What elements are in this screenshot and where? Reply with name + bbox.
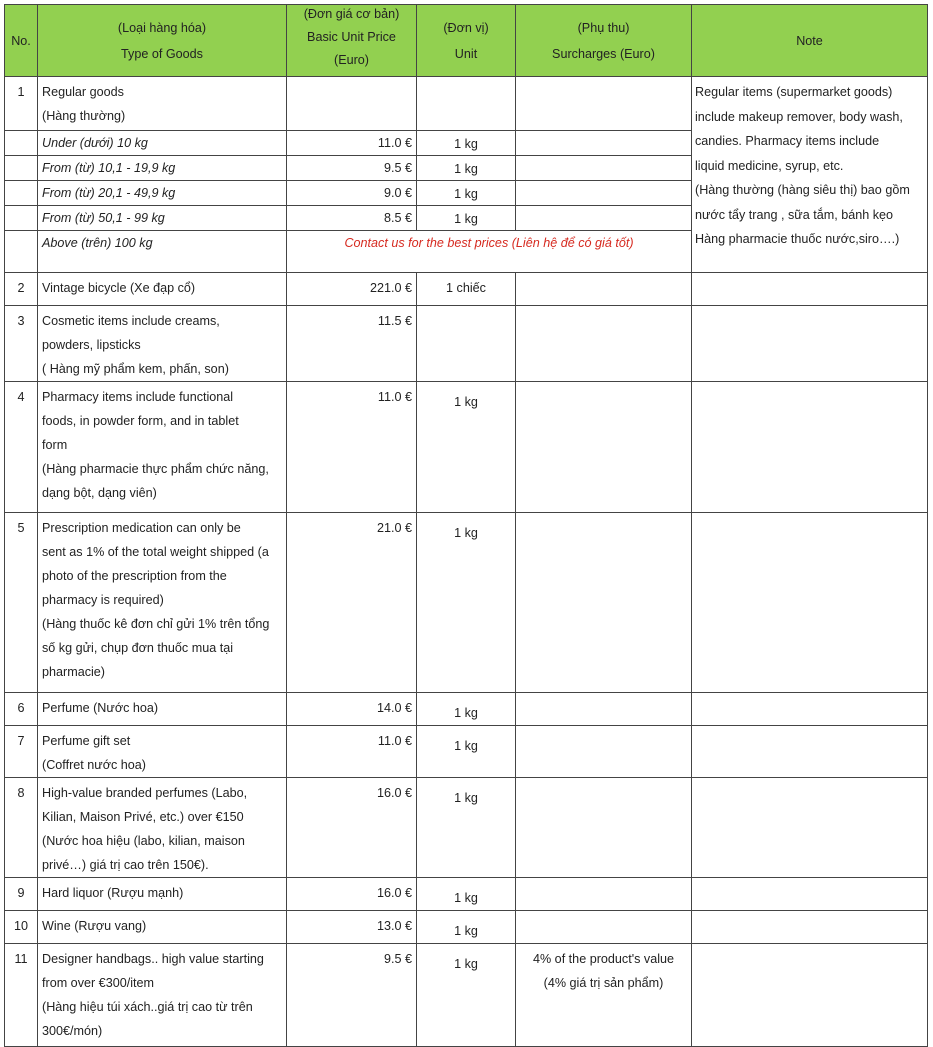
tier-unit: 1 kg <box>417 181 516 206</box>
unit-cell: 1 kg <box>417 513 516 693</box>
note-cell <box>692 944 928 1047</box>
header-row <box>5 5 928 77</box>
surcharge-cell <box>516 726 692 778</box>
header-goods <box>38 5 287 77</box>
tier-range: Under (dưới) 10 kg <box>38 131 287 156</box>
goods-line: Cosmetic items include creams, <box>42 314 220 328</box>
row-number: 6 <box>5 693 38 726</box>
surcharge-cell <box>516 513 692 693</box>
note-line: Regular items (supermarket goods) <box>695 85 893 99</box>
unit-cell: 1 kg <box>417 944 516 1047</box>
note-cell <box>692 382 928 513</box>
header-price-en: Basic Unit Price <box>307 30 396 44</box>
tier-unit: 1 kg <box>417 156 516 181</box>
surcharge-cell <box>516 878 692 911</box>
tier-price: 9.5 € <box>287 156 417 181</box>
goods-line: 300€/món) <box>42 1024 103 1038</box>
goods-line: Perfume (Nước hoa) <box>42 701 159 715</box>
note-line: liquid medicine, syrup, etc. <box>695 158 844 173</box>
unit-cell: 1 kg <box>417 382 516 513</box>
unit-cell <box>417 306 516 382</box>
goods-cell <box>38 382 287 513</box>
row-number: 11 <box>5 944 38 1047</box>
surcharge-cell <box>516 306 692 382</box>
note-cell <box>692 693 928 726</box>
goods-line: powders, lipsticks <box>42 338 141 352</box>
unit-cell: 1 kg <box>417 778 516 878</box>
price-cell: 16.0 € <box>287 778 417 878</box>
note-cell <box>692 778 928 878</box>
header-no: No. <box>5 5 38 77</box>
header-surcharge <box>516 5 692 77</box>
goods-line: from over €300/item <box>42 976 154 990</box>
header-goods-en: Type of Goods <box>121 46 203 61</box>
surcharge-cell <box>516 693 692 726</box>
row-number: 4 <box>5 382 38 513</box>
price-cell <box>287 77 417 131</box>
price-cell: 16.0 € <box>287 878 417 911</box>
header-unit-vi: (Đơn vị) <box>443 20 489 35</box>
goods-line: foods, in powder form, and in tablet <box>42 414 239 428</box>
header-note: Note <box>692 5 928 77</box>
surcharge-line: (4% giá trị sản phẩm) <box>543 976 664 990</box>
row-number: 8 <box>5 778 38 878</box>
header-price <box>287 5 417 77</box>
goods-cell <box>38 77 287 131</box>
unit-cell <box>417 77 516 131</box>
price-cell: 221.0 € <box>287 273 417 306</box>
unit-cell: 1 kg <box>417 911 516 944</box>
goods-cell <box>38 693 287 726</box>
goods-line: Kilian, Maison Privé, etc.) over €150 <box>42 810 244 824</box>
price-cell: 11.0 € <box>287 726 417 778</box>
price-cell: 9.5 € <box>287 944 417 1047</box>
price-cell: 14.0 € <box>287 693 417 726</box>
price-cell: 11.5 € <box>287 306 417 382</box>
tier-range: From (từ) 10,1 - 19,9 kg <box>38 156 287 181</box>
goods-title-vi: (Hàng thường) <box>42 109 126 123</box>
row-number: 3 <box>5 306 38 382</box>
row-number: 2 <box>5 273 38 306</box>
goods-line: số kg gửi, chụp đơn thuốc mua tại <box>42 641 234 655</box>
table-row <box>5 911 928 944</box>
table-row <box>5 726 928 778</box>
note-line: (Hàng thường (hàng siêu thị) bao gồm <box>695 183 910 197</box>
goods-line: (Hàng thuốc kê đơn chỉ gửi 1% trên tổng <box>42 617 270 631</box>
goods-line: sent as 1% of the total weight shipped (a <box>42 545 269 559</box>
surcharge-cell <box>516 778 692 878</box>
note-line: nước tẩy trang , sữa tắm, bánh kẹo <box>695 207 894 222</box>
goods-cell <box>38 513 287 693</box>
table-row <box>5 77 928 131</box>
tier-price: 11.0 € <box>287 131 417 156</box>
table-row <box>5 382 928 513</box>
row-number: 5 <box>5 513 38 693</box>
goods-line: dạng bột, dạng viên) <box>42 486 157 500</box>
price-cell: 11.0 € <box>287 382 417 513</box>
note-cell <box>692 306 928 382</box>
row-number: 7 <box>5 726 38 778</box>
tier-range: From (từ) 20,1 - 49,9 kg <box>38 181 287 206</box>
goods-line: form <box>42 438 68 452</box>
header-goods-vi: (Loại hàng hóa) <box>117 20 207 35</box>
price-table-sheet <box>4 4 927 1038</box>
goods-line: photo of the prescription from the <box>42 569 227 583</box>
table-row <box>5 513 928 693</box>
goods-line: (Hàng hiệu túi xách..giá trị cao từ trên <box>42 1000 253 1014</box>
price-cell: 21.0 € <box>287 513 417 693</box>
note-cell <box>692 911 928 944</box>
row-number: 1 <box>5 77 38 131</box>
header-price-vi: (Đơn giá cơ bản) <box>303 7 400 21</box>
note-cell <box>692 878 928 911</box>
goods-line: Hard liquor (Rượu mạnh) <box>42 886 184 900</box>
surcharge-cell <box>516 382 692 513</box>
note-line: include makeup remover, body wash, <box>695 109 903 124</box>
tier-unit: 1 kg <box>417 206 516 231</box>
table-row <box>5 878 928 911</box>
unit-cell: 1 kg <box>417 726 516 778</box>
goods-cell <box>38 878 287 911</box>
surcharge-cell <box>516 944 692 1047</box>
note-line: Hàng pharmacie thuốc nước,siro….) <box>695 232 900 246</box>
header-price-unit: (Euro) <box>334 53 369 67</box>
surcharge-cell <box>516 77 692 131</box>
note-cell <box>692 726 928 778</box>
header-unit-en: Unit <box>454 46 478 61</box>
unit-cell: 1 kg <box>417 878 516 911</box>
table-row <box>5 273 928 306</box>
goods-line: High-value branded perfumes (Labo, <box>42 786 248 800</box>
note-cell <box>692 273 928 306</box>
tier-range-above: Above (trên) 100 kg <box>38 231 287 273</box>
goods-line: (Coffret nước hoa) <box>42 758 146 772</box>
table-row <box>5 306 928 382</box>
goods-cell <box>38 778 287 878</box>
goods-cell <box>38 944 287 1047</box>
unit-cell: 1 chiếc <box>417 273 516 306</box>
table-row <box>5 693 928 726</box>
goods-line: ( Hàng mỹ phẩm kem, phấn, son) <box>42 362 229 376</box>
surcharge-cell <box>516 911 692 944</box>
surcharge-cell <box>516 273 692 306</box>
note-cell <box>692 77 928 273</box>
unit-cell: 1 kg <box>417 693 516 726</box>
header-surcharge-vi: (Phụ thu) <box>577 20 630 35</box>
header-unit <box>417 5 516 77</box>
price-cell: 13.0 € <box>287 911 417 944</box>
tier-price: 8.5 € <box>287 206 417 231</box>
table-row <box>5 944 928 1047</box>
goods-line: (Hàng pharmacie thực phẩm chức năng, <box>42 462 269 476</box>
goods-cell <box>38 911 287 944</box>
header-surcharge-en: Surcharges (Euro) <box>552 46 655 61</box>
goods-line: Prescription medication can only be <box>42 521 241 535</box>
goods-line: privé…) giá trị cao trên 150€). <box>42 858 209 872</box>
table-row <box>5 778 928 878</box>
goods-line: pharmacie) <box>42 665 105 679</box>
tier-price: 9.0 € <box>287 181 417 206</box>
row-number: 10 <box>5 911 38 944</box>
goods-line: pharmacy is required) <box>42 593 164 607</box>
goods-title-en: Regular goods <box>42 85 124 99</box>
goods-line: Pharmacy items include functional <box>42 390 234 404</box>
note-line: candies. Pharmacy items include <box>695 134 880 148</box>
goods-line: Perfume gift set <box>42 734 131 748</box>
goods-line: (Nước hoa hiệu (labo, kilian, maison <box>42 834 245 848</box>
goods-cell <box>38 306 287 382</box>
tier-range: From (từ) 50,1 - 99 kg <box>38 206 287 231</box>
surcharge-line: 4% of the product's value <box>532 952 675 966</box>
contact-note: Contact us for the best prices (Liên hệ để có giá tốt) <box>287 231 692 273</box>
goods-line: Vintage bicycle (Xe đạp cổ) <box>42 281 196 295</box>
price-table <box>4 4 928 1047</box>
tier-unit: 1 kg <box>417 131 516 156</box>
goods-line: Wine (Rượu vang) <box>42 919 147 933</box>
goods-cell <box>38 273 287 306</box>
goods-cell <box>38 726 287 778</box>
goods-line: Designer handbags.. high value starting <box>42 952 264 966</box>
row-number: 9 <box>5 878 38 911</box>
note-cell <box>692 513 928 693</box>
